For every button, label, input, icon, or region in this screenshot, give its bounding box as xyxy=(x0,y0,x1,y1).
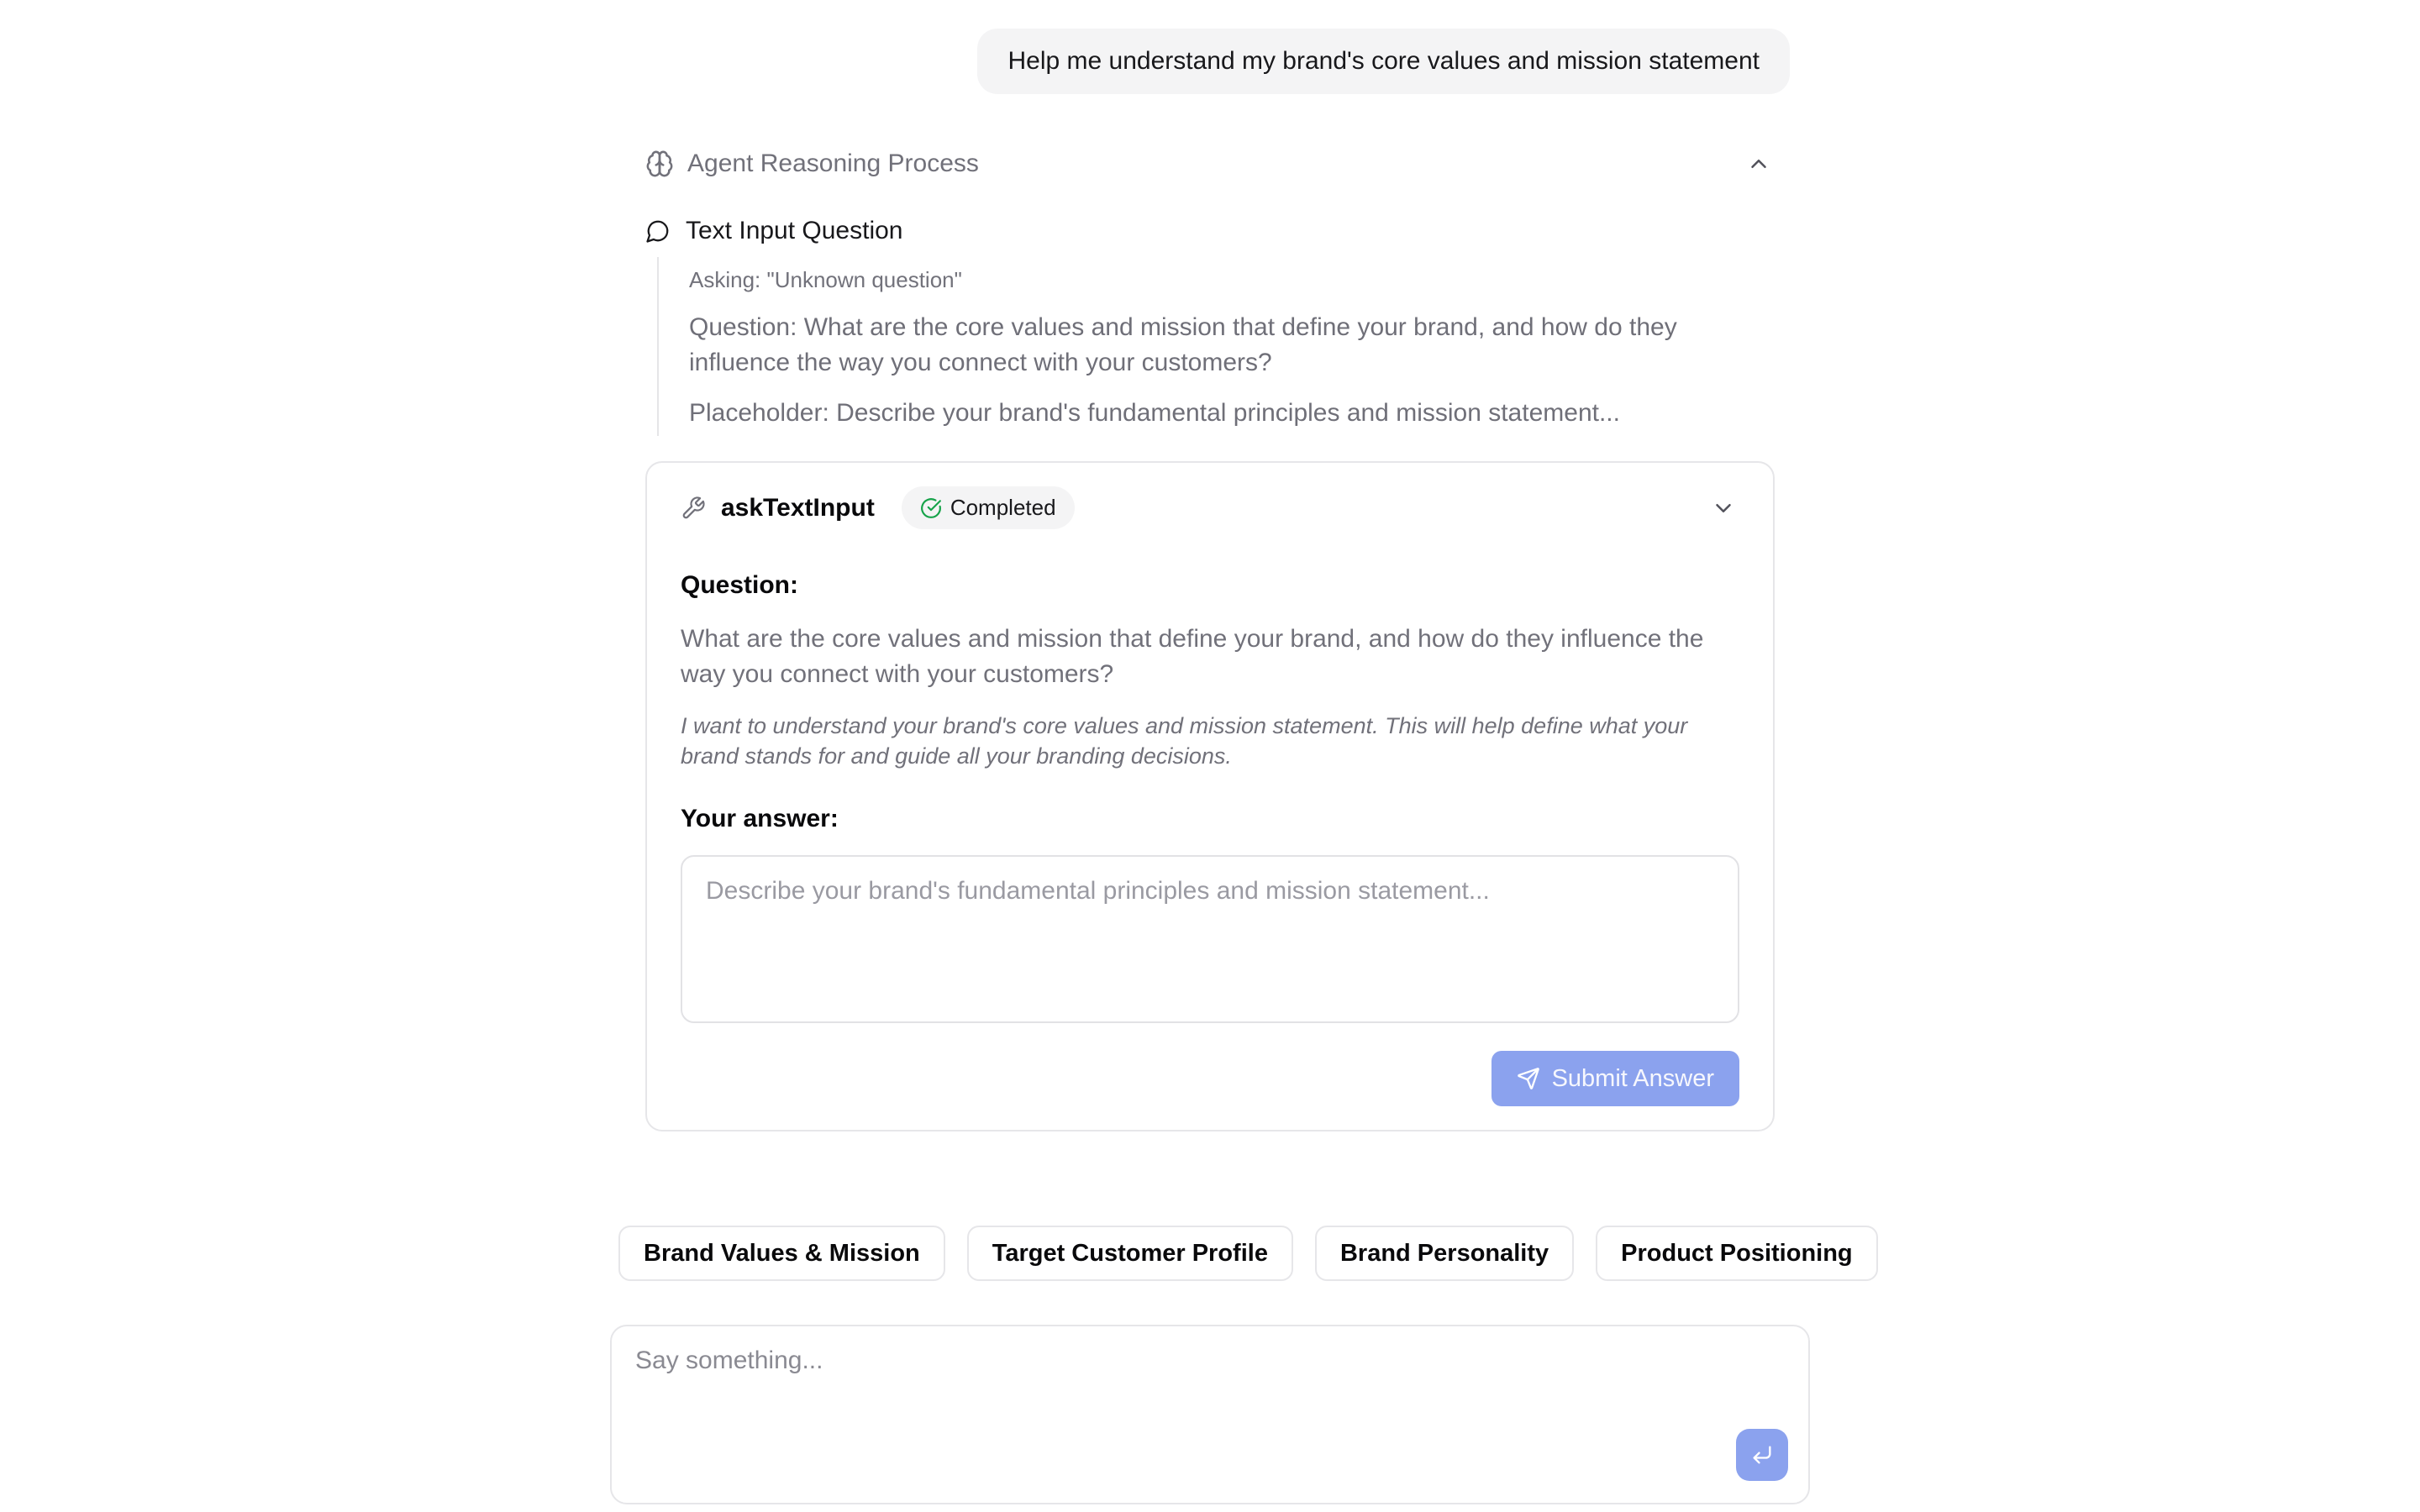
message-circle-icon xyxy=(645,218,671,244)
user-message-bubble xyxy=(977,29,1790,94)
send-message-button[interactable] xyxy=(1736,1429,1788,1481)
submit-answer-button[interactable] xyxy=(1491,1051,1739,1106)
agent-reasoning-section xyxy=(645,148,1775,1131)
reasoning-header[interactable] xyxy=(645,148,1775,180)
question-text: What are the core values and mission that define your brand, and how do they influence the way you connect with your customers? xyxy=(681,625,1704,688)
user-message-row xyxy=(610,29,1810,94)
tool-step-details xyxy=(657,257,1775,436)
question-note: I want to understand your brand's core values and mission statement. This will help define what your brand stands for and guide all your branding decisions. xyxy=(681,713,1688,769)
answer-label: Your answer: xyxy=(681,805,839,832)
chip-brand-personality[interactable]: Brand Personality xyxy=(1315,1226,1574,1281)
user-message-text: Help me understand my brand's core values and mission statement xyxy=(1007,47,1760,75)
suggestion-chips-row xyxy=(618,1226,1853,1281)
tool-name: askTextInput xyxy=(721,493,875,522)
chip-product-positioning[interactable]: Product Positioning xyxy=(1596,1226,1878,1281)
ask-text-input-card xyxy=(645,461,1775,1131)
reasoning-title: Agent Reasoning Process xyxy=(687,150,979,177)
tool-step-header xyxy=(645,217,1775,245)
submit-answer-label: Submit Answer xyxy=(1551,1064,1714,1092)
submit-row xyxy=(681,1051,1739,1106)
chip-brand-values-mission[interactable]: Brand Values & Mission xyxy=(618,1226,945,1281)
wrench-icon xyxy=(681,496,706,521)
chip-target-customer-profile[interactable]: Target Customer Profile xyxy=(967,1226,1293,1281)
detail-placeholder-text: Placeholder: Describe your brand's fundamental principles and mission statement... xyxy=(689,399,1620,427)
status-badge xyxy=(902,486,1075,529)
chevron-up-icon xyxy=(1746,151,1771,176)
chat-page xyxy=(610,0,1853,1504)
send-icon xyxy=(1517,1067,1540,1090)
status-badge-label: Completed xyxy=(950,495,1056,520)
tool-step-title: Text Input Question xyxy=(686,217,903,244)
reasoning-collapse-button[interactable] xyxy=(1743,148,1775,180)
chat-composer xyxy=(610,1325,1810,1504)
chevron-down-icon xyxy=(1711,496,1736,521)
brain-icon xyxy=(645,150,674,178)
tool-card-header xyxy=(681,486,1739,529)
check-circle-icon xyxy=(920,497,942,519)
answer-textarea[interactable] xyxy=(681,855,1739,1023)
detail-question-text: Question: What are the core values and mission that define your brand, and how do they influence the way you connect with your customers? xyxy=(689,313,1677,376)
asking-text: Asking: "Unknown question" xyxy=(689,267,962,292)
tool-step xyxy=(645,217,1775,436)
return-key-icon xyxy=(1750,1443,1774,1467)
card-collapse-button[interactable] xyxy=(1707,492,1739,524)
chat-input[interactable] xyxy=(612,1326,1808,1503)
question-label: Question: xyxy=(681,571,798,599)
